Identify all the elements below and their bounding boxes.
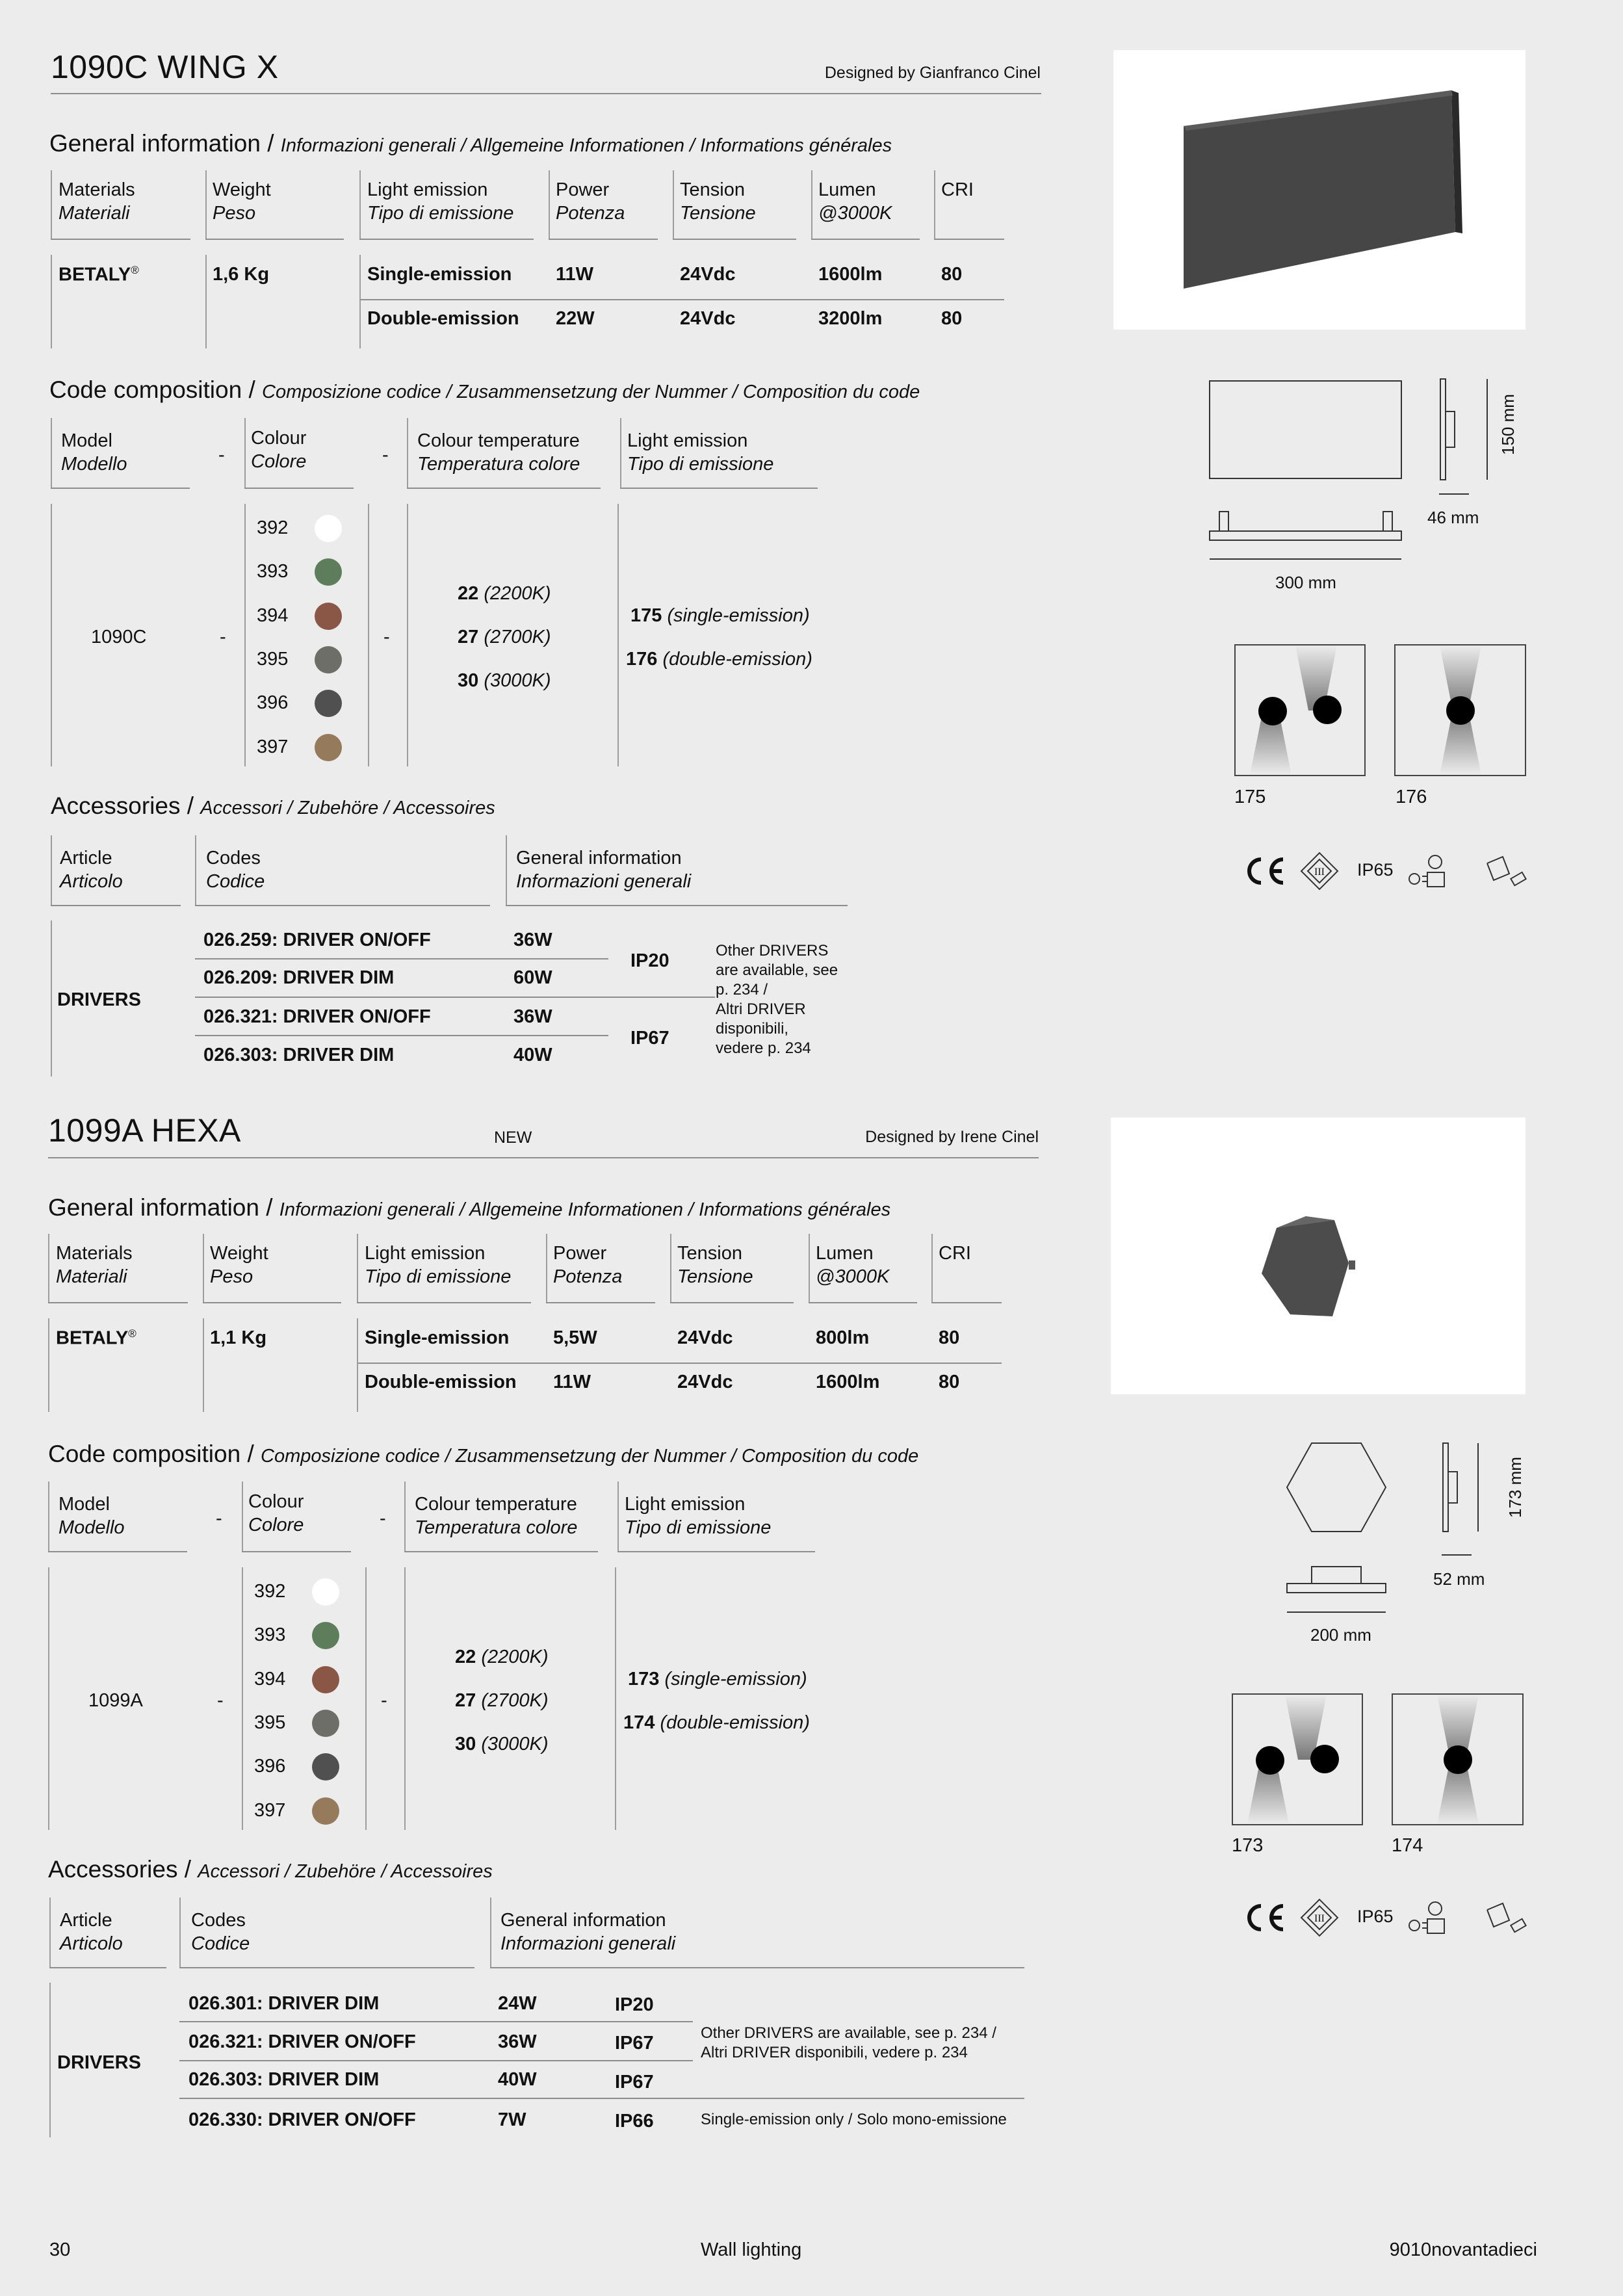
emission-diagram-double: [1394, 644, 1526, 776]
tension-double: 24Vdc: [677, 1372, 733, 1392]
dim-height: 173 mm: [1505, 1457, 1525, 1518]
emission-diagram-double: [1392, 1693, 1524, 1825]
ce-mark-icon: [1249, 859, 1283, 883]
material-value: BETALY®: [58, 264, 139, 285]
emission-diagram-single: [1232, 1693, 1363, 1825]
section-code-composition: Code composition / Composizione codice / Zusammensetzung der Nummer / Composition du code: [49, 376, 920, 403]
colour-swatch: [312, 1666, 339, 1693]
accessory-watt: 24W: [498, 1993, 537, 2014]
header-colour-temperature: Colour temperature Temperatura colore: [417, 430, 580, 475]
diagram-label: 176: [1396, 787, 1427, 807]
ip-rating-icon: IP65: [1357, 1907, 1394, 1926]
header-light-emission: Light emission Tipo di emissione: [365, 1243, 512, 1287]
header-article: Article Articolo: [60, 1910, 123, 1954]
weight-value: 1,6 Kg: [213, 264, 270, 285]
emission-single: Single-emission: [367, 264, 512, 285]
colour-code: 395: [254, 1712, 286, 1733]
colour-code: 394: [257, 605, 289, 626]
product-title: 1099A HEXA: [48, 1112, 241, 1149]
colour-swatch: [312, 1578, 339, 1606]
weight-value: 1,1 Kg: [210, 1327, 267, 1348]
accessory-watt: 36W: [498, 2031, 537, 2052]
header-dash: -: [218, 445, 225, 465]
accessory-article: DRIVERS: [57, 2052, 141, 2073]
header-model: Model Modello: [61, 430, 127, 475]
led-driver-icon: [1409, 1902, 1444, 1933]
emission-single-code: 175 (single-emission): [630, 605, 810, 626]
accessory-watt: 60W: [513, 967, 552, 988]
class-iii-icon: [1301, 853, 1338, 889]
header-general-information: General information Informazioni generali: [516, 848, 692, 892]
colour-swatch: [315, 690, 342, 717]
accessory-watt: 36W: [513, 930, 552, 950]
temp-27: 27 (2700K): [455, 1690, 549, 1711]
accessory-code: 026.303: DRIVER DIM: [188, 2069, 380, 2090]
code-dash: -: [381, 1690, 387, 1711]
product-photo: [1113, 50, 1526, 330]
product-photo: [1111, 1117, 1526, 1394]
model-code: 1099A: [88, 1690, 143, 1711]
section-code-composition: Code composition / Composizione codice / Zusammensetzung der Nummer / Composition du code: [48, 1441, 919, 1467]
dim-width: 300 mm: [1275, 573, 1336, 592]
colour-code: 393: [257, 561, 289, 582]
designer: Designed by Gianfranco Cinel: [824, 64, 1041, 82]
temp-22: 22 (2200K): [455, 1647, 549, 1667]
designer: Designed by Irene Cinel: [865, 1128, 1039, 1146]
header-model: Model Modello: [58, 1494, 125, 1538]
header-dash: -: [382, 445, 389, 465]
header-light-emission: Light emission Tipo di emissione: [627, 430, 774, 475]
colour-code: 394: [254, 1669, 286, 1689]
accessory-note: Other DRIVERS are available, see p. 234 / Altri DRIVER disponibili, vedere p. 234: [716, 942, 838, 1057]
header-materials: Materials Materiali: [56, 1243, 133, 1287]
temp-30: 30 (3000K): [455, 1734, 549, 1755]
led-driver-icon: [1409, 855, 1444, 887]
header-colour: Colour Colore: [248, 1491, 304, 1535]
emission-double-code: 174 (double-emission): [623, 1712, 810, 1733]
header-tension: Tension Tensione: [680, 179, 756, 224]
footer-section: Wall lighting: [701, 2239, 802, 2260]
svg-text:III: III: [1314, 1913, 1325, 1924]
accessory-code: 026.303: DRIVER DIM: [203, 1045, 395, 1065]
accessory-note-single-emission: Single-emission only / Solo mono-emissione: [701, 2111, 1007, 2128]
colour-code: 397: [254, 1800, 286, 1821]
colour-code: 397: [257, 737, 289, 757]
ip-rating-icon: IP65: [1357, 860, 1394, 880]
accessory-watt: 36W: [513, 1006, 552, 1027]
temp-30: 30 (3000K): [458, 670, 551, 691]
colour-swatch: [315, 603, 342, 630]
wall-mount-icon: [1487, 857, 1526, 885]
accessory-code: 026.209: DRIVER DIM: [203, 967, 395, 988]
accessory-code: 026.321: DRIVER ON/OFF: [203, 1006, 431, 1027]
accessory-watt: 40W: [498, 2069, 537, 2090]
accessory-ip: IP20: [630, 950, 669, 971]
section-accessories: Accessories / Accessori / Zubehöre / Accessoires: [48, 1856, 493, 1883]
wall-mount-icon: [1487, 1903, 1526, 1932]
section-general-info: General information / Informazioni generali / Allgemeine Informationen / Informations générales: [48, 1194, 891, 1221]
cri-double: 80: [939, 1372, 960, 1392]
emission-double: Double-emission: [367, 308, 519, 329]
class-iii-icon: [1301, 1899, 1338, 1936]
power-double: 11W: [553, 1372, 591, 1392]
cri-double: 80: [941, 308, 963, 329]
header-power: Power Potenza: [553, 1243, 623, 1287]
colour-swatch: [312, 1753, 339, 1781]
header-codes: Codes Codice: [191, 1910, 250, 1954]
header-tension: Tension Tensione: [677, 1243, 753, 1287]
code-dash: -: [383, 627, 390, 647]
colour-swatch: [312, 1622, 339, 1649]
dimension-drawing: [1202, 374, 1540, 595]
colour-swatch: [312, 1797, 339, 1825]
accessory-note: Other DRIVERS are available, see p. 234 / Altri DRIVER disponibili, vedere p. 234: [701, 2024, 996, 2061]
emission-diagram-single: [1234, 644, 1366, 776]
emission-single: Single-emission: [365, 1327, 510, 1348]
tension-double: 24Vdc: [680, 308, 736, 329]
header-dash: -: [380, 1508, 386, 1529]
header-weight: Weight Peso: [210, 1243, 268, 1287]
footer-brand: 9010novantadieci: [1389, 2239, 1537, 2260]
diagram-label: 175: [1234, 787, 1266, 807]
accessory-ip: IP67: [615, 2033, 654, 2054]
material-value: BETALY®: [56, 1327, 136, 1349]
header-codes: Codes Codice: [206, 848, 265, 892]
accessory-article: DRIVERS: [57, 989, 141, 1010]
emission-single-code: 173 (single-emission): [628, 1669, 807, 1689]
section-accessories: Accessories / Accessori / Zubehöre / Accessoires: [51, 792, 495, 819]
colour-swatch: [315, 558, 342, 586]
tension-single: 24Vdc: [677, 1327, 733, 1348]
lumen-single: 1600lm: [818, 264, 883, 285]
title-divider: [51, 93, 1041, 94]
cri-single: 80: [941, 264, 963, 285]
header-lumen: Lumen @3000K: [818, 179, 892, 224]
diagram-label: 173: [1232, 1835, 1264, 1856]
power-single: 5,5W: [553, 1327, 597, 1348]
accessory-code: 026.330: DRIVER ON/OFF: [188, 2109, 416, 2130]
header-light-emission: Light emission Tipo di emissione: [625, 1494, 772, 1538]
tension-single: 24Vdc: [680, 264, 736, 285]
product-title: 1090C WING X: [51, 49, 279, 85]
ce-mark-icon: [1249, 1906, 1283, 1929]
colour-swatch: [315, 646, 342, 673]
colour-swatch: [315, 515, 342, 542]
accessory-ip: IP67: [615, 2072, 654, 2093]
model-code: 1090C: [91, 627, 147, 647]
power-double: 22W: [556, 308, 595, 329]
temp-22: 22 (2200K): [458, 583, 551, 604]
colour-swatch: [315, 734, 342, 761]
emission-double-code: 176 (double-emission): [626, 649, 812, 670]
accessory-ip: IP20: [615, 1994, 654, 2015]
header-colour-temperature: Colour temperature Temperatura colore: [415, 1494, 578, 1538]
header-materials: Materials Materiali: [58, 179, 135, 224]
accessory-ip: IP67: [630, 1028, 669, 1049]
header-light-emission: Light emission Tipo di emissione: [367, 179, 514, 224]
new-badge: NEW: [494, 1128, 532, 1147]
dim-height: 150 mm: [1498, 394, 1518, 455]
section-general-info: General information / Informazioni generali / Allgemeine Informationen / Informations générales: [49, 130, 892, 157]
lumen-double: 3200lm: [818, 308, 883, 329]
colour-code: 395: [257, 649, 289, 670]
diagram-label: 174: [1392, 1835, 1423, 1856]
code-dash: -: [220, 627, 226, 647]
dimension-drawing: [1280, 1437, 1540, 1645]
code-dash: -: [217, 1690, 224, 1711]
colour-code: 392: [257, 517, 289, 538]
accessory-code: 026.301: DRIVER DIM: [188, 1993, 380, 2014]
accessory-code: 026.321: DRIVER ON/OFF: [188, 2031, 416, 2052]
accessory-code: 026.259: DRIVER ON/OFF: [203, 930, 431, 950]
svg-text:III: III: [1314, 867, 1325, 878]
dim-depth: 52 mm: [1433, 1569, 1485, 1589]
lumen-double: 1600lm: [816, 1372, 880, 1392]
colour-swatch: [312, 1710, 339, 1737]
header-power: Power Potenza: [556, 179, 625, 224]
header-cri: CRI: [941, 179, 974, 200]
colour-code: 396: [254, 1756, 286, 1777]
title-divider: [48, 1157, 1039, 1158]
header-weight: Weight Peso: [213, 179, 271, 224]
colour-code: 396: [257, 692, 289, 713]
temp-27: 27 (2700K): [458, 627, 551, 647]
dim-depth: 46 mm: [1427, 508, 1479, 527]
dim-width: 200 mm: [1310, 1625, 1371, 1645]
emission-double: Double-emission: [365, 1372, 517, 1392]
lumen-single: 800lm: [816, 1327, 870, 1348]
power-single: 11W: [556, 264, 594, 285]
colour-code: 393: [254, 1624, 286, 1645]
accessory-watt: 40W: [513, 1045, 552, 1065]
header-general-information: General information Informazioni generali: [500, 1910, 676, 1954]
header-cri: CRI: [939, 1243, 971, 1264]
colour-code: 392: [254, 1581, 286, 1602]
page-number: 30: [49, 2239, 71, 2260]
cri-single: 80: [939, 1327, 960, 1348]
header-lumen: Lumen @3000K: [816, 1243, 890, 1287]
accessory-ip: IP66: [615, 2111, 654, 2132]
header-dash: -: [216, 1508, 222, 1529]
header-colour: Colour Colore: [251, 428, 307, 472]
header-article: Article Articolo: [60, 848, 123, 892]
accessory-watt: 7W: [498, 2109, 526, 2130]
